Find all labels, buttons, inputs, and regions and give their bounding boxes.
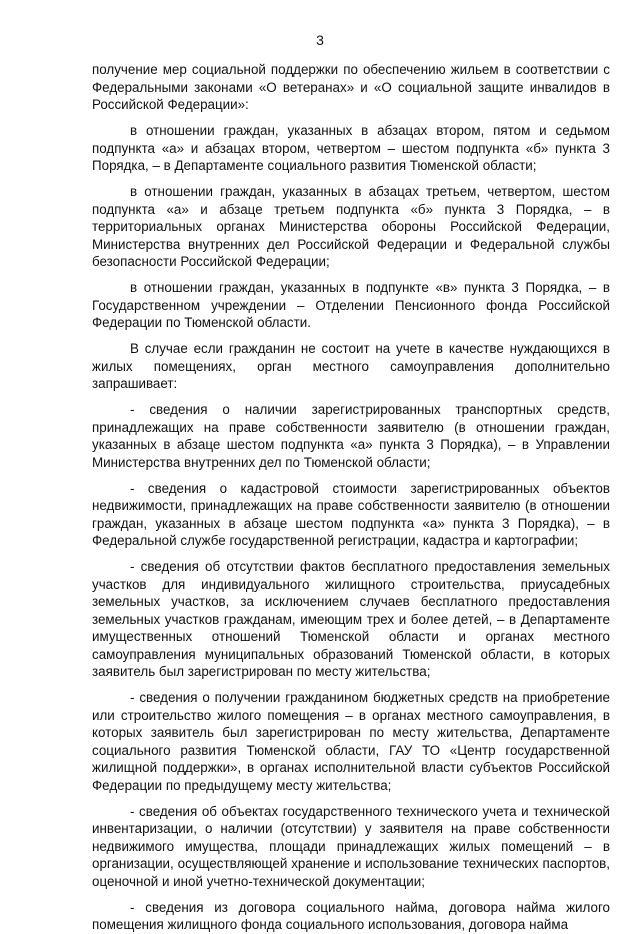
list-item: - сведения о наличии зарегистрированных транспортных средств, принадлежащих на праве собственности заявителю (в отношении граждан, указанных в абзаце шестом подпункта «а» пункта 3 Порядка), – в Управлении Министерства внутренних дел по Тюменской области; [92, 402, 610, 470]
page-number: 3 [316, 32, 324, 48]
paragraph: в отношении граждан, указанных в подпункте «в» пункта 3 Порядка, – в Государственном учреждении – Отделении Пенсионного фонда Российской Федерации по Тюменской области. [92, 280, 610, 330]
paragraph: в отношении граждан, указанных в абзацах втором, пятом и седьмом подпункта «а» и абзацах втором, четвертом – шестом подпункта «б» пункта 3 Порядка, – в Департаменте социального развития Тюменской области; [92, 123, 610, 173]
list-item: - сведения из договора социального найма, договора найма жилого помещения жилищного фонда социального использования, договора найма [92, 899, 610, 932]
paragraph: В случае если гражданин не состоит на учете в качестве нуждающихся в жилых помещениях, орган местного самоуправления дополнительно запрашивает: [92, 341, 610, 391]
list-item: - сведения об объектах государственного технического учета и технической инвентаризации, о наличии (отсутствии) у заявителя на праве собственности недвижимого имущества, площади принадлежащих жилых помещений – в организации, осуществляющей хранение и использование технических паспортов, оценочной и иной учетно-технической документации; [92, 803, 610, 889]
list-item: - сведения о получении гражданином бюджетных средств на приобретение или строительство жилого помещения – в органах местного самоуправления, в которых заявитель был зарегистрирован по месту жительства, Департаменте социального развития Тюменской области, ГАУ ТО «Центр государственной жилищной поддержки», в органах исполнительной власти субъектов Российской Федерации по предыдущему месту жительства; [92, 690, 610, 793]
paragraph: в отношении граждан, указанных в абзацах третьем, четвертом, шестом подпункта «а» и абзаце третьем подпункта «б» пункта 3 Порядка, – в территориальных органах Министерства обороны Российской Федерации, Министерства внутренних дел Российской Федерации и Федеральной службы безопасности Российской Федерации; [92, 184, 610, 269]
list-item: - сведения о кадастровой стоимости зарегистрированных объектов недвижимости, принадлежащих на праве собственности заявителю (в отношении граждан, указанных в абзаце шестом подпункта «а» пункта 3 Порядка), – в Федеральной службе государственной регистрации, кадастра и картографии; [92, 480, 610, 548]
document-body [92, 61, 610, 934]
list-item: - сведения об отсутствии фактов бесплатного предоставления земельных участков для индивидуального жилищного строительства, приусадебных земельных участков, за исключением случаев бесплатного предоставления земельных участков гражданам, имеющим трех и более детей, – в Департаменте имущественных отношений Тюменской области и органах местного самоуправления муниципальных образований Тюменской области, в которых заявитель был зарегистрирован по месту жительства; [92, 559, 610, 679]
paragraph: получение мер социальной поддержки по обеспечению жильем в соответствии с Федеральными законами «О ветеранах» и «О социальной защите инвалидов в Российской Федерации»: [92, 62, 610, 112]
